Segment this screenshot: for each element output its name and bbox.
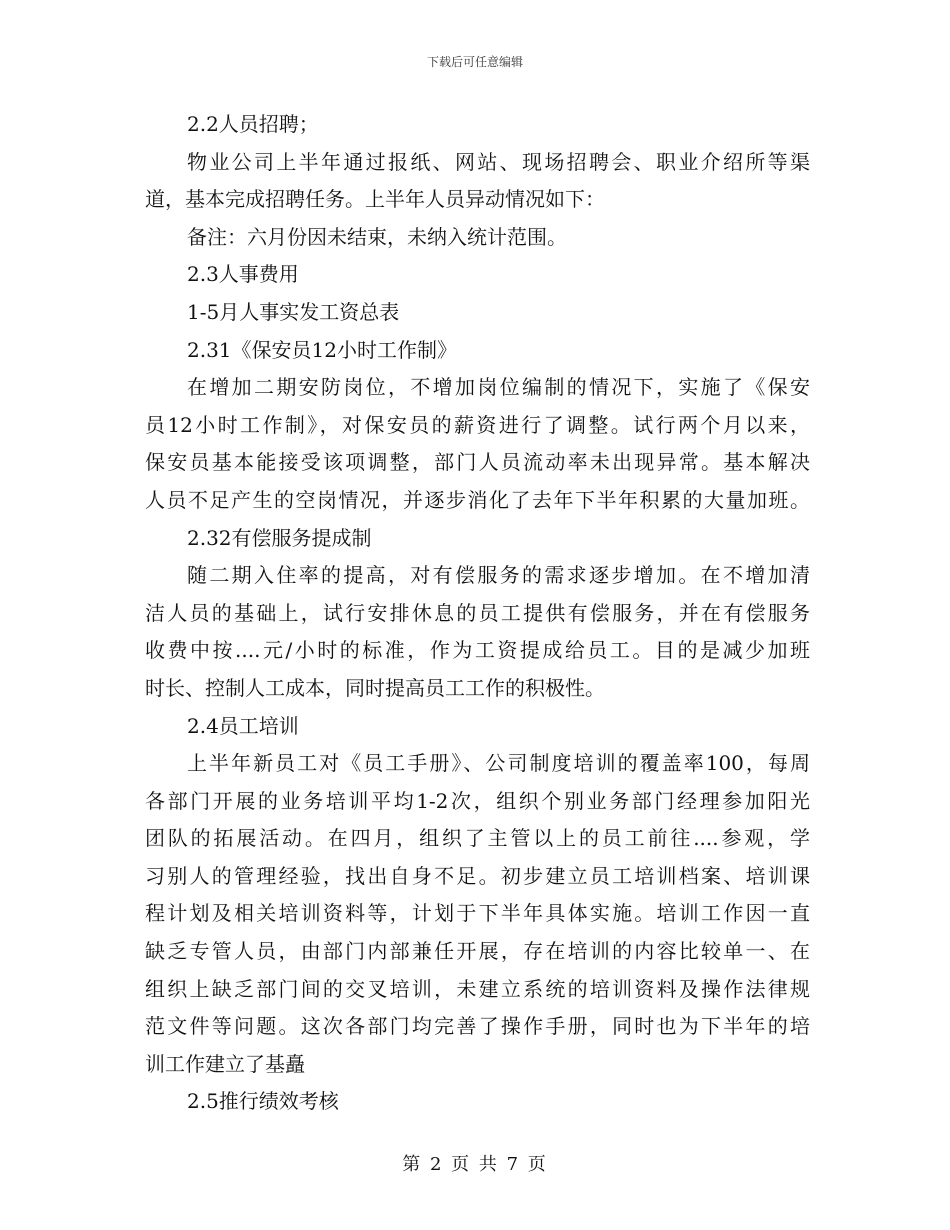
page-footer: 第 2 页 共 7 页	[402, 1154, 548, 1175]
paragraph-line: 2.3人事费用	[187, 262, 299, 287]
paragraph-line: 员12小时工作制》，对保安员的薪资进行了调整。试行两个月以来，	[145, 412, 810, 437]
paragraph-line: 2.2人员招聘；	[187, 112, 319, 136]
paragraph-line: 上半年新员工对《员工手册》、公司制度培训的覆盖率100，每周	[187, 751, 810, 776]
paragraph-line: 范文件等问题。这次各部门均完善了操作手册，同时也为下半年的培	[145, 1014, 810, 1039]
paragraph-line: 组织上缺乏部门间的交叉培训，未建立系统的培训资料及操作法律规	[145, 976, 810, 1001]
paragraph-line: 2.32有偿服务提成制	[187, 525, 372, 550]
paragraph-line: 2.31《保安员12小时工作制》	[187, 337, 457, 362]
paragraph-line: 收费中按....元/小时的标准，作为工资提成给员工。目的是减少加班	[145, 638, 810, 663]
paragraph-line: 缺乏专管人员，由部门内部兼任开展，存在培训的内容比较单一、在	[145, 939, 810, 964]
paragraph-line: 1-5月人事实发工资总表	[187, 299, 400, 324]
paragraph-line: 习别人的管理经验，找出自身不足。初步建立员工培训档案、培训课	[145, 863, 810, 888]
paragraph-line: 2.5推行绩效考核	[187, 1089, 339, 1114]
paragraph-line: 洁人员的基础上，试行安排休息的员工提供有偿服务，并在有偿服务	[145, 600, 810, 625]
paragraph-line: 程计划及相关培训资料等，计划于下半年具体实施。培训工作因一直	[145, 901, 810, 926]
paragraph-line: 道，基本完成招聘任务。上半年人员异动情况如下：	[145, 187, 605, 212]
paragraph-line: 训工作建立了基矗	[145, 1051, 305, 1076]
paragraph-line: 人员不足产生的空岗情况，并逐步消化了去年下半年积累的大量加班。	[145, 487, 810, 512]
document-body	[145, 106, 810, 1121]
page-header: 下载后可任意编辑	[426, 55, 523, 69]
paragraph-line: 备注：六月份因未结束，未纳入统计范围。	[187, 224, 567, 249]
paragraph-line: 团队的拓展活动。在四月，组织了主管以上的员工前往....参观，学	[145, 826, 810, 851]
paragraph-line: 物业公司上半年通过报纸、网站、现场招聘会、职业介绍所等渠	[187, 149, 810, 174]
paragraph-line: 随二期入住率的提高，对有偿服务的需求逐步增加。在不增加清	[187, 563, 810, 588]
paragraph-line: 在增加二期安防岗位，不增加岗位编制的情况下，实施了《保安	[187, 375, 810, 400]
paragraph-line: 各部门开展的业务培训平均1-2次，组织个别业务部门经理参加阳光	[145, 788, 810, 813]
paragraph-line: 时长、控制人工成本，同时提高员工工作的积极性。	[145, 675, 605, 700]
paragraph-line: 2.4员工培训	[187, 713, 299, 738]
paragraph-line: 保安员基本能接受该项调整，部门人员流动率未出现异常。基本解决	[145, 450, 810, 475]
